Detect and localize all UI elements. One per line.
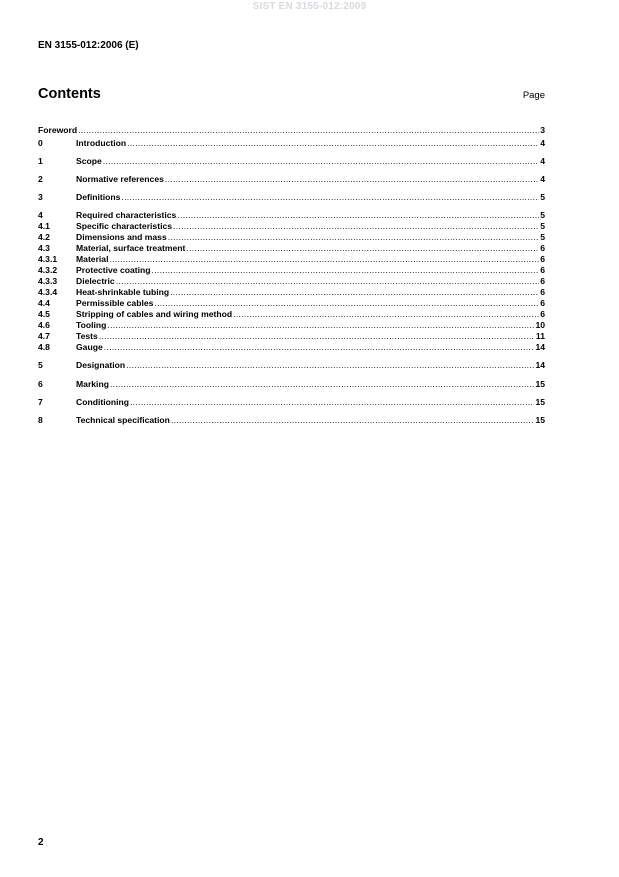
- page-number: 2: [38, 837, 44, 848]
- toc-entry-page: 5: [540, 210, 545, 221]
- toc-entry-title: Designation: [76, 360, 126, 371]
- toc-dot-leader: [152, 265, 540, 276]
- toc-entry-normative-references[interactable]: [38, 174, 545, 185]
- toc-dot-leader: [107, 320, 534, 331]
- toc-entry-title: Material, surface treatment: [76, 243, 186, 254]
- toc-entry-page: 14: [535, 342, 545, 353]
- toc-entry-number: 6: [38, 378, 43, 389]
- toc-dot-leader: [99, 331, 535, 342]
- toc-entry-title: Material: [76, 254, 109, 265]
- toc-dot-leader: [154, 298, 539, 309]
- toc-entry-stripping-of-cables[interactable]: [38, 309, 545, 320]
- toc-entry-title: Permissible cables: [76, 298, 154, 309]
- toc-entry-specific-characteristics[interactable]: [38, 221, 545, 232]
- toc-entry-number: 7: [38, 396, 43, 407]
- toc-dot-leader: [186, 243, 539, 254]
- table-of-contents: [38, 125, 545, 426]
- contents-heading: Contents: [38, 86, 101, 102]
- toc-entry-number: 1: [38, 155, 43, 166]
- toc-entry-permissible-cables[interactable]: [38, 298, 545, 309]
- toc-entry-number: 8: [38, 415, 43, 425]
- toc-entry-page: 11: [535, 331, 545, 342]
- toc-entry-material[interactable]: [38, 254, 545, 265]
- toc-entry-page: 15: [535, 415, 545, 425]
- toc-entry-page: 15: [535, 396, 545, 407]
- toc-entry-title: Dimensions and mass: [76, 232, 167, 243]
- toc-entry-dielectric[interactable]: [38, 276, 545, 287]
- toc-entry-page: 5: [540, 232, 545, 243]
- toc-dot-leader: [171, 415, 535, 426]
- toc-entry-page: 5: [540, 221, 545, 232]
- toc-entry-number: 4.4: [38, 298, 50, 309]
- toc-entry-title: Heat-shrinkable tubing: [76, 287, 170, 298]
- toc-entry-gauge[interactable]: [38, 342, 545, 353]
- toc-entry-number: 4.3: [38, 243, 50, 254]
- toc-entry-title: Marking: [76, 378, 109, 389]
- toc-entry-page: 6: [540, 276, 545, 287]
- toc-dot-leader: [110, 379, 534, 390]
- toc-dot-leader: [173, 221, 539, 232]
- toc-dot-leader: [104, 342, 535, 353]
- toc-entry-marking[interactable]: [38, 379, 545, 390]
- toc-entry-title: Tests: [76, 331, 98, 342]
- toc-entry-number: 4.2: [38, 232, 50, 243]
- toc-entry-conditioning[interactable]: [38, 397, 545, 408]
- toc-entry-page: 4: [540, 155, 545, 166]
- toc-entry-material-surface-treatment[interactable]: [38, 243, 545, 254]
- toc-entry-title: Scope: [76, 155, 102, 166]
- toc-entry-page: 4: [540, 137, 545, 148]
- toc-dot-leader: [109, 254, 539, 265]
- toc-entry-number: 4.6: [38, 320, 50, 331]
- toc-entry-number: 4.1: [38, 221, 50, 232]
- toc-dot-leader: [170, 287, 539, 298]
- toc-entry-number: 4.3.3: [38, 276, 58, 287]
- toc-entry-page: 6: [540, 265, 545, 276]
- toc-entry-tooling[interactable]: [38, 320, 545, 331]
- toc-entry-number: 5: [38, 360, 43, 371]
- toc-dot-leader: [130, 397, 534, 408]
- toc-entry-designation[interactable]: [38, 360, 545, 371]
- toc-entry-number: 4.3.1: [38, 254, 58, 265]
- toc-entry-page: 10: [535, 320, 545, 331]
- toc-entry-number: 2: [38, 173, 43, 184]
- toc-entry-title: Specific characteristics: [76, 221, 173, 232]
- toc-entry-page: 6: [540, 243, 545, 254]
- toc-entry-page: 4: [540, 173, 545, 184]
- toc-dot-leader: [177, 210, 539, 221]
- toc-dot-leader: [103, 156, 539, 167]
- toc-dot-leader: [233, 309, 539, 320]
- document-id: EN 3155-012:2006 (E): [38, 40, 139, 51]
- toc-entry-dimensions-and-mass[interactable]: [38, 232, 545, 243]
- toc-entry-page: 3: [540, 125, 545, 135]
- toc-entry-page: 6: [540, 298, 545, 309]
- toc-entry-page: 6: [540, 309, 545, 320]
- toc-entry-page: 6: [540, 254, 545, 265]
- toc-entry-title: Gauge: [76, 342, 103, 353]
- toc-entry-title: Dielectric: [76, 276, 115, 287]
- page-column-label: Page: [522, 90, 545, 101]
- toc-entry-title: Foreword: [38, 125, 78, 135]
- toc-entry-number: 0: [38, 137, 43, 148]
- toc-entry-title: Tooling: [76, 320, 107, 331]
- toc-entry-number: 4.3.2: [38, 265, 58, 276]
- toc-dot-leader: [165, 174, 539, 185]
- toc-entry-page: 6: [540, 287, 545, 298]
- toc-entry-technical-specification[interactable]: [38, 415, 545, 426]
- toc-dot-leader: [121, 192, 539, 203]
- toc-entry-title: Technical specification: [76, 415, 170, 425]
- toc-entry-title: Conditioning: [76, 396, 129, 407]
- toc-entry-page: 5: [540, 192, 545, 203]
- toc-dot-leader: [116, 276, 540, 287]
- toc-entry-heat-shrinkable-tubing[interactable]: [38, 287, 545, 298]
- toc-entry-number: 3: [38, 192, 43, 203]
- toc-entry-title: Protective coating: [76, 265, 151, 276]
- toc-entry-number: 4.7: [38, 331, 50, 342]
- toc-entry-required-characteristics[interactable]: [38, 210, 545, 221]
- toc-dot-leader: [78, 125, 539, 136]
- toc-entry-title: Definitions: [76, 192, 121, 203]
- toc-entry-page: 15: [535, 378, 545, 389]
- toc-entry-foreword[interactable]: [38, 125, 545, 136]
- toc-entry-title: Normative references: [76, 173, 164, 184]
- toc-entry-protective-coating[interactable]: [38, 265, 545, 276]
- toc-entry-title: Stripping of cables and wiring method: [76, 309, 233, 320]
- toc-entry-number: 4.3.4: [38, 287, 58, 298]
- toc-dot-leader: [126, 360, 534, 371]
- toc-entry-number: 4.5: [38, 309, 50, 320]
- toc-entry-title: Required characteristics: [76, 210, 177, 221]
- toc-entry-definitions[interactable]: [38, 192, 545, 203]
- toc-entry-scope[interactable]: [38, 156, 545, 167]
- toc-entry-number: 4: [38, 210, 43, 221]
- toc-entry-title: Introduction: [76, 137, 127, 148]
- watermark: SIST EN 3155-012:2009: [252, 1, 367, 12]
- toc-entry-introduction[interactable]: [38, 138, 545, 149]
- toc-entry-number: 4.8: [38, 342, 50, 353]
- toc-entry-page: 14: [535, 360, 545, 371]
- toc-entry-tests[interactable]: [38, 331, 545, 342]
- toc-dot-leader: [168, 232, 539, 243]
- toc-dot-leader: [127, 138, 539, 149]
